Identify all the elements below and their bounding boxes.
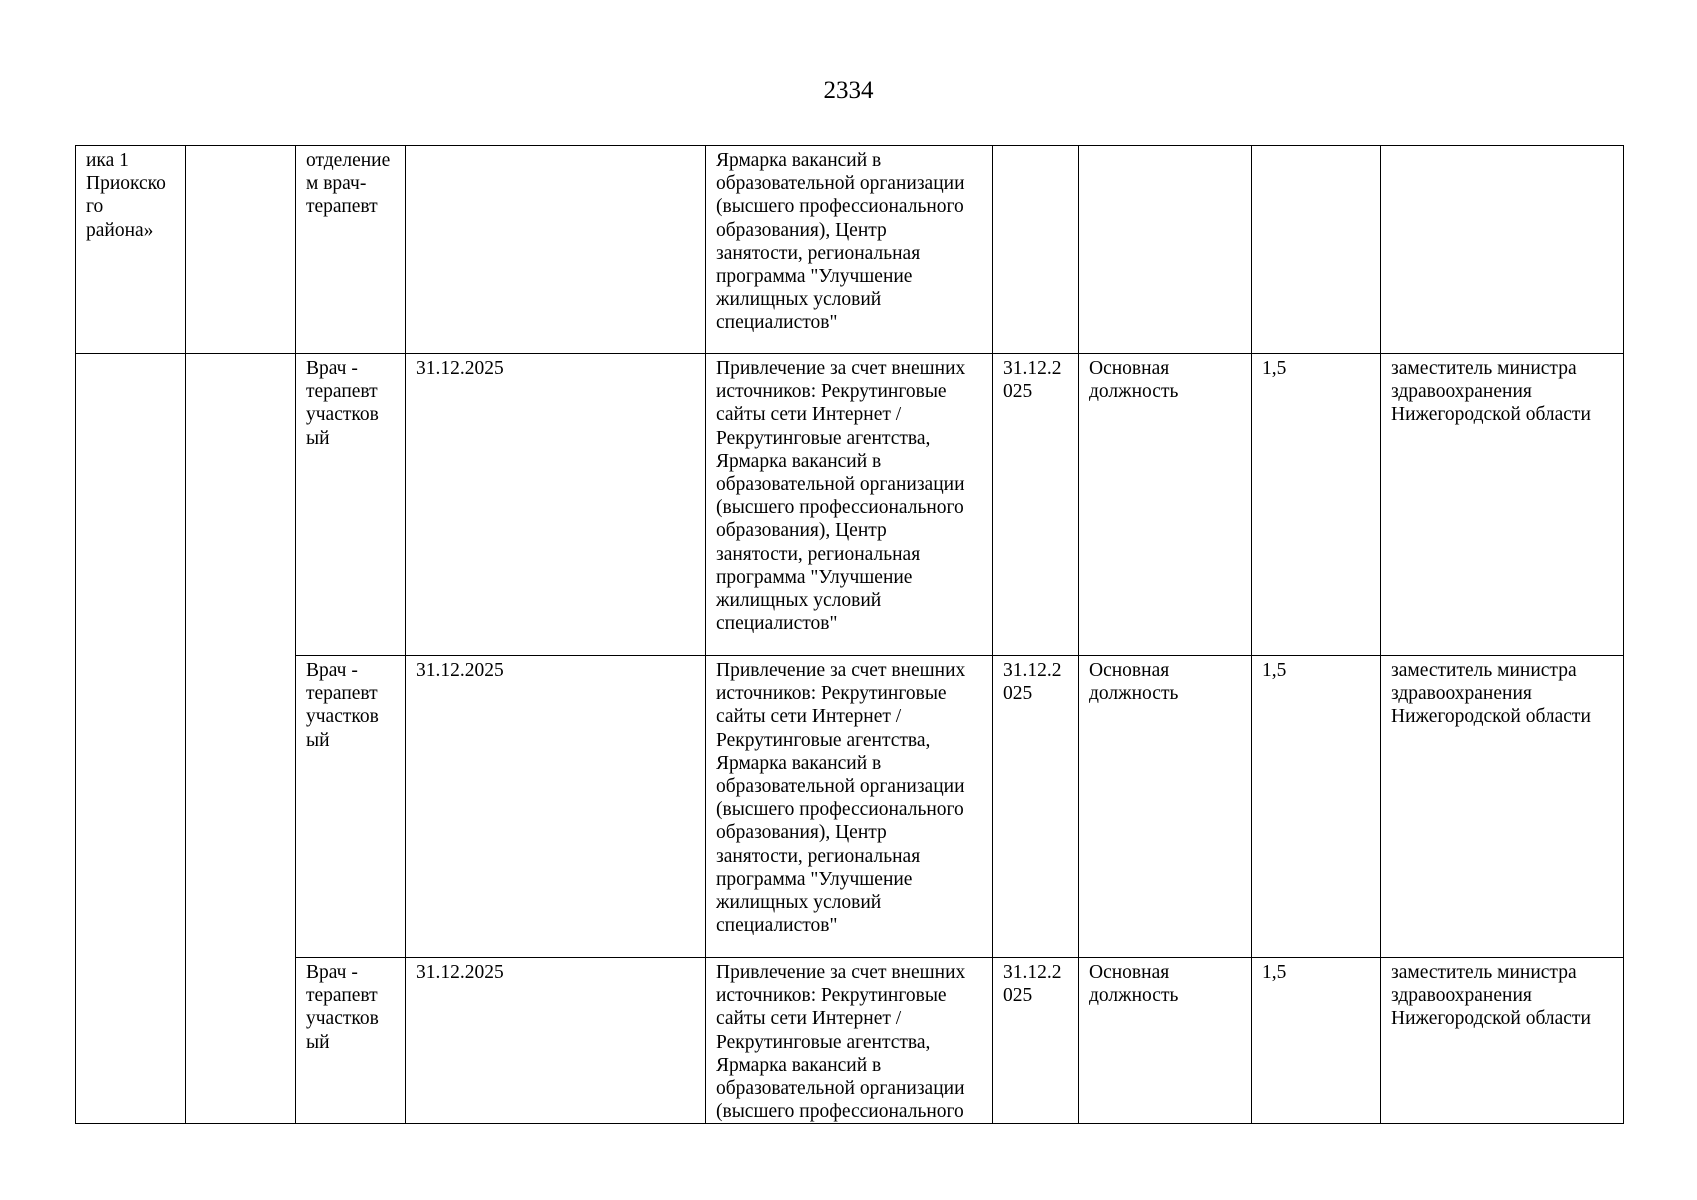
staffing-table (75, 145, 1624, 1124)
org-cell: ика 1 Приокско го района» (76, 146, 186, 354)
measures-cell: Привлечение за счет внешних источников: Рекрутинговые сайты сети Интернет / Рекрутинговые агентства, Ярмарка вакансий в образовательной организации (высшего профессионального (706, 958, 993, 1124)
type-cell: Основная должность (1079, 656, 1252, 958)
type-cell: Основная должность (1079, 354, 1252, 656)
date-cell: 31.12.2025 (406, 656, 706, 958)
position-cell: Врач - терапевт участков ый (296, 656, 406, 958)
date-cell (406, 146, 706, 354)
date-cell: 31.12.2025 (406, 354, 706, 656)
page-number: 2334 (823, 77, 874, 104)
rate-cell: 1,5 (1252, 656, 1381, 958)
measures-cell: Ярмарка вакансий в образовательной организации (высшего профессионального образования), Центр занятости, региональная программа "Улучшение жилищных условий специалистов" (706, 146, 993, 354)
empty-cell (186, 146, 296, 354)
deadline-cell: 31.12.2 025 (993, 656, 1079, 958)
responsible-cell: заместитель министра здравоохранения Нижегородской области (1381, 656, 1624, 958)
date-cell: 31.12.2025 (406, 958, 706, 1124)
measures-cell: Привлечение за счет внешних источников: Рекрутинговые сайты сети Интернет / Рекрутинговые агентства, Ярмарка вакансий в образовательной организации (высшего профессионального образования), Центр занятости, региональная программа "Улучшение жилищных условий специалистов" (706, 656, 993, 958)
table-row (76, 958, 1624, 1124)
rate-cell: 1,5 (1252, 354, 1381, 656)
deadline-cell: 31.12.2 025 (993, 958, 1079, 1124)
org-cell (76, 354, 186, 1124)
responsible-cell (1381, 146, 1624, 354)
measures-cell: Привлечение за счет внешних источников: Рекрутинговые сайты сети Интернет / Рекрутинговые агентства, Ярмарка вакансий в образовательной организации (высшего профессионального образования), Центр занятости, региональная программа "Улучшение жилищных условий специалистов" (706, 354, 993, 656)
empty-cell (186, 354, 296, 1124)
deadline-cell (993, 146, 1079, 354)
table-row (76, 146, 1624, 354)
responsible-cell: заместитель министра здравоохранения Нижегородской области (1381, 354, 1624, 656)
position-cell: Врач - терапевт участков ый (296, 958, 406, 1124)
rate-cell: 1,5 (1252, 958, 1381, 1124)
deadline-cell: 31.12.2 025 (993, 354, 1079, 656)
position-cell: Врач - терапевт участков ый (296, 354, 406, 656)
type-cell (1079, 146, 1252, 354)
table-row (76, 656, 1624, 958)
position-cell: отделение м врач- терапевт (296, 146, 406, 354)
rate-cell (1252, 146, 1381, 354)
responsible-cell: заместитель министра здравоохранения Нижегородской области (1381, 958, 1624, 1124)
type-cell: Основная должность (1079, 958, 1252, 1124)
table-row (76, 354, 1624, 656)
